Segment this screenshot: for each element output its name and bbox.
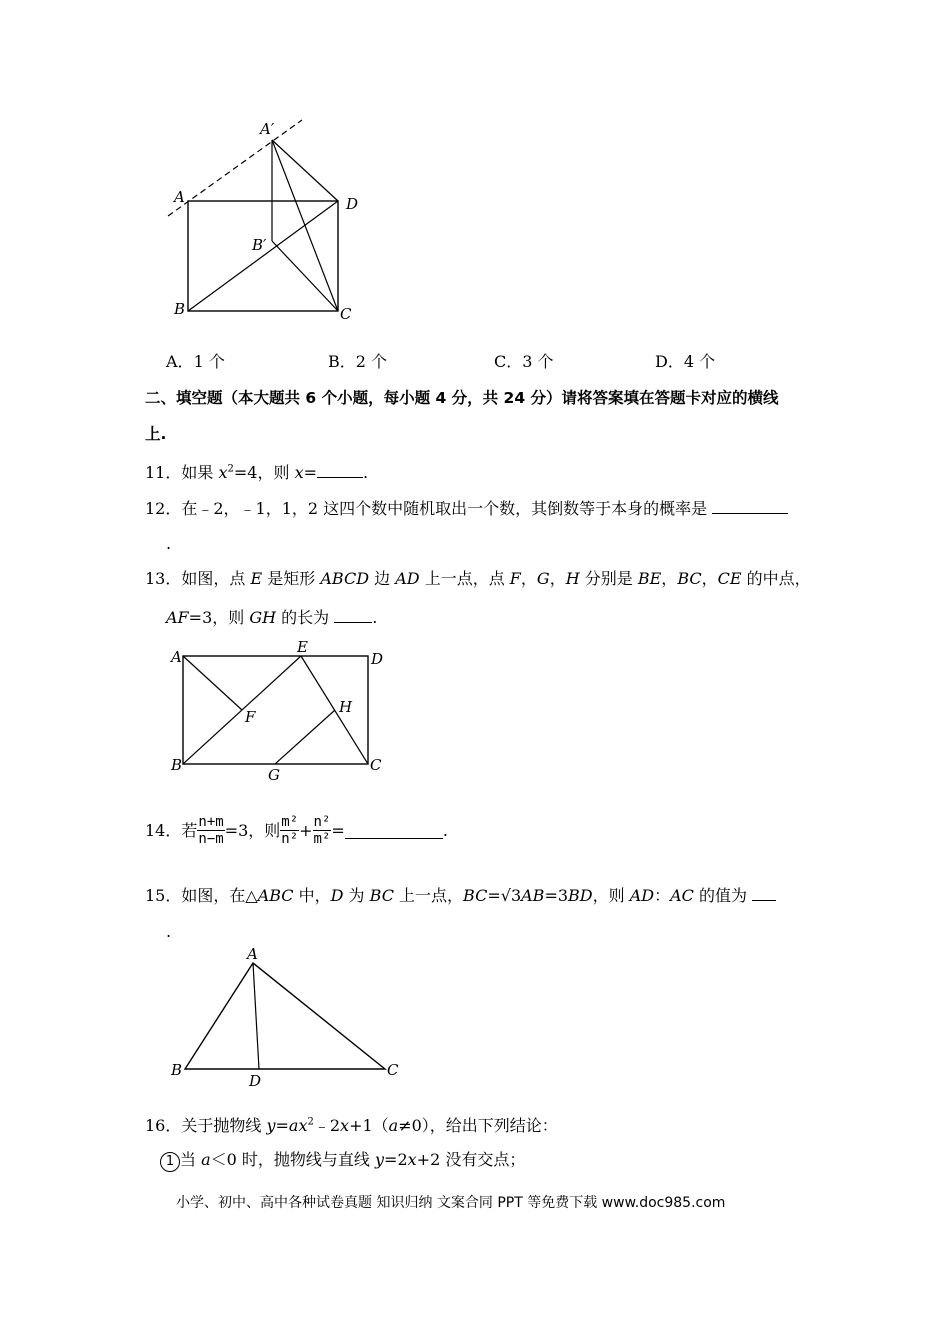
section-heading-cont: 上. (145, 425, 167, 443)
label-f: F (245, 708, 256, 726)
question-15-end: . (166, 922, 172, 941)
question-14: 14． 若 $\frac{n+m}{n-m}$ =3，则 $\frac{\text{m²}}{\text{n²}}$ + $\frac{\text{n²}}{\text{m²}}$ = . (145, 814, 448, 847)
question-12-end: . (166, 534, 172, 553)
label-h: H (339, 698, 353, 716)
label-d: D (371, 650, 384, 668)
option-a: A．1 个 (166, 352, 225, 371)
figure-fold-rectangle (160, 110, 420, 340)
fraction-2: $\frac{\text{m²}}{\text{n²}}$ (281, 814, 299, 847)
question-13-cont: AF=3，则 GH 的长为 . (166, 608, 378, 627)
question-16-item-1: 1 当 a＜0 时，抛物线与直线 y=2x+2 没有交点； (160, 1150, 525, 1172)
question-12: 12．在﹣2，﹣1，1，2 这四个数中随机取出一个数，其倒数等于本身的概率是 (145, 497, 788, 519)
label-g: G (268, 766, 280, 784)
label-b: B (171, 756, 183, 774)
figure-rectangle-midpoints (165, 640, 405, 790)
option-c: C．3 个 (494, 352, 554, 371)
label-a: A (171, 648, 182, 666)
question-11: 11．如果 $x^2=4$，则 x= . (145, 463, 369, 482)
answer-blank[interactable] (334, 606, 372, 623)
fraction-1: $\frac{n+m}{n-m}$ (198, 814, 224, 847)
label-c: C (387, 1061, 399, 1079)
answer-blank[interactable] (752, 884, 776, 901)
label-d: D (249, 1072, 262, 1090)
label-d: D (346, 195, 359, 213)
answer-blank[interactable] (712, 497, 788, 514)
figure-triangle (165, 945, 415, 1090)
option-d: D．4 个 (655, 352, 716, 371)
question-13: 13．如图，点 E 是矩形 ABCD 边 AD 上一点，点 F，G，H 分别是 BE，BC，CE 的中点， (145, 569, 811, 588)
triangle-abc (185, 963, 385, 1069)
label-a-prime: A′ (260, 120, 275, 138)
answer-blank[interactable] (345, 822, 443, 839)
label-e: E (297, 638, 308, 656)
label-c: C (340, 305, 352, 323)
question-16: 16．关于抛物线 $y=ax^2﹣2x+1(a\ne 0)$，给出下列结论： (145, 1116, 558, 1135)
label-b-prime: B′ (252, 236, 267, 254)
label-c: C (370, 756, 382, 774)
fraction-3: $\frac{\text{n²}}{\text{m²}}$ (313, 814, 331, 847)
label-a: A (174, 188, 185, 206)
option-b: B．2 个 (328, 352, 388, 371)
label-a: A (247, 945, 258, 963)
label-b: B (174, 300, 186, 318)
page-footer: 小学、初中、高中各种试卷真题 知识归纳 文案合同 PPT 等免费下载 www.doc985.com (176, 1195, 726, 1211)
circled-number-1: 1 (160, 1152, 180, 1172)
label-b: B (171, 1061, 183, 1079)
section-heading: 二、填空题（本大题共 6 个小题，每小题 4 分，共 24 分）请将答案填在答题卡对应的横线 (145, 389, 779, 407)
answer-blank[interactable] (317, 461, 363, 478)
question-15: 15．如图，在△ABC 中，D 为 BC 上一点，BC=√3AB=3BD，则 AD：AC 的值为 (145, 884, 776, 906)
